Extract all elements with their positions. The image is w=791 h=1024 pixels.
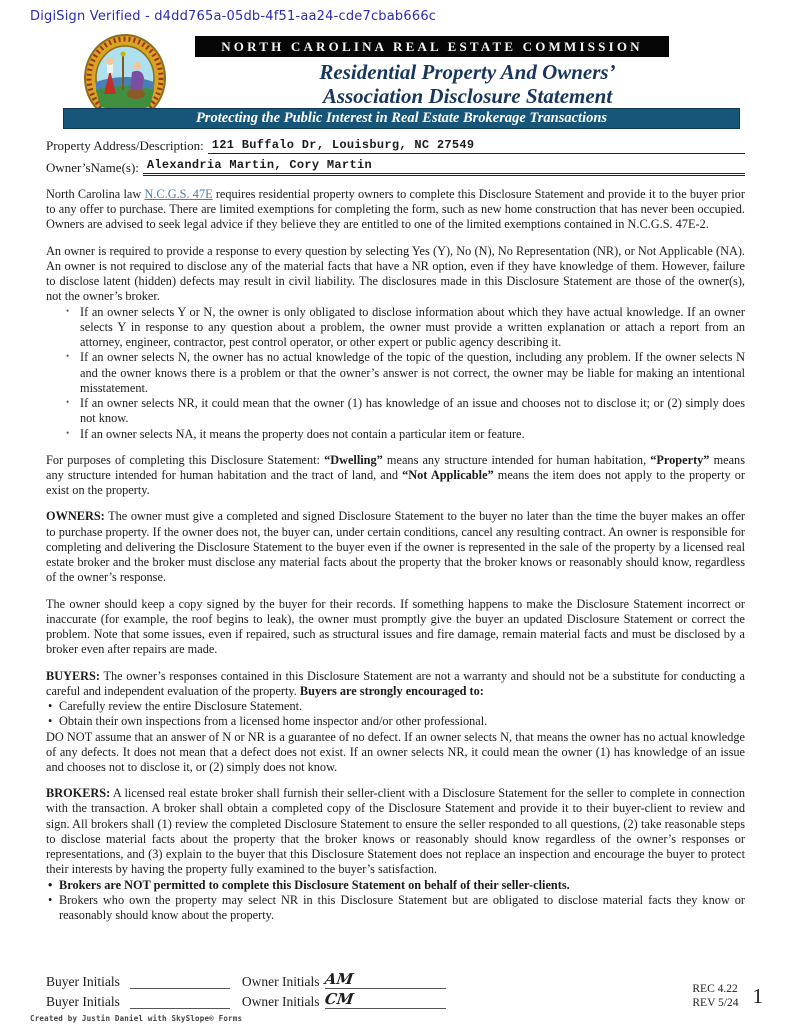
owners-name-field[interactable] <box>143 156 745 176</box>
document-body <box>46 136 745 923</box>
dwelling-term: “Dwelling” <box>324 452 383 467</box>
property-term: “Property” <box>650 452 710 467</box>
ncgs-47e-link[interactable]: N.C.G.S. 47E <box>144 187 213 201</box>
buyers-bullet-review: • Carefully review the entire Disclosure Statement. <box>46 699 745 714</box>
rev-date: REV 5/24 <box>692 997 739 1009</box>
digisign-verified-text: DigiSign Verified - d4dd765a-05db-4f51-aa24-cde7cbab666c <box>30 9 437 24</box>
buyers-section-paragraph <box>46 669 745 699</box>
definitions-seg4: means the item does not apply to the property or exist on the property. <box>46 467 746 498</box>
creator-attribution: Created by Justin Daniel with SkySlope® Forms <box>30 1014 243 1023</box>
definitions-seg2: means any structure intended for human habitation, <box>382 452 651 467</box>
property-address-value: 121 Buffalo Dr, Louisburg, NC 27549 <box>211 138 475 152</box>
owners-name-value: Alexandria Martin, Cory Martin <box>146 158 372 172</box>
brokers-section-paragraph <box>46 786 745 877</box>
law-paragraph-pre: North Carolina law <box>46 187 145 201</box>
not-applicable-term: “Not Applicable” <box>402 467 494 482</box>
buyers-encouraged-bold: Buyers are strongly encouraged to: <box>299 683 484 698</box>
header-titles <box>195 36 740 108</box>
tagline-banner: Protecting the Public Interest in Real Estate Brokerage Transactions <box>63 108 740 129</box>
commission-name-banner: NORTH CAROLINA REAL ESTATE COMMISSION <box>195 36 669 57</box>
list-item-select-na: • If an owner selects NA, it means the property does not contain a particular item or feature. <box>66 427 745 442</box>
definitions-seg3: means any structure intended for human habitation and the tract of land, and <box>46 452 745 482</box>
list-item-select-n: • If an owner selects N, the owner has no actual knowledge of the topic of the question, including any problem. If the owner selects N and the owner knows there is a problem or that the owner’s answer is not correct, the owner may be liable for making an intentional misstatement. <box>66 350 745 396</box>
rec-number: REC 4.22 <box>692 983 738 995</box>
response-requirement-paragraph: An owner is required to provide a response to every question by selecting Yes (Y), No (N), No Representation (NR), or Not Applicable (NA). An owner is not required to disclose any of the material facts that have a NR option, even if they have knowledge of them. However, failure to disclose latent (hidden) defects may result in civil liability. The disclosures made in this Disclosure Statement are those of the owner(s), not the owner’s broker. <box>46 243 745 304</box>
document-title-line1: Residential Property And Owners’ <box>319 60 616 84</box>
response-options-list <box>66 305 745 442</box>
property-address-row <box>46 136 745 154</box>
property-address-field[interactable] <box>208 136 745 154</box>
rec-rev-labels <box>692 982 738 1010</box>
owners-section-paragraph <box>46 509 745 585</box>
buyer-initials-label-1: Buyer Initials <box>46 974 120 989</box>
buyers-section-text: The owner’s responses contained in this Disclosure Statement are not a warranty and should not be a substitute for conducting a careful and independent evaluation of the property. <box>46 668 745 698</box>
document-title-line2: Association Disclosure Statement <box>322 84 613 108</box>
owner-initials-field-1[interactable] <box>325 972 446 989</box>
owner-initials-signature-2: CM <box>324 990 356 1008</box>
owners-name-row <box>46 156 745 176</box>
brokers-bullet-not-permitted: • Brokers are NOT permitted to complete this Disclosure Statement on behalf of their seller-clients. <box>46 878 745 893</box>
document-header <box>0 34 791 130</box>
buyers-section-label: BUYERS: <box>46 668 100 683</box>
initials-block <box>46 970 446 1010</box>
brokers-bullet-own-property: • Brokers who own the property may select NR in this Disclosure Statement but are obligated to disclose material facts they know or reasonably should know about the property. <box>46 893 745 923</box>
page-number: 1 <box>752 983 763 1008</box>
owner-initials-label-2: Owner Initials <box>241 994 320 1009</box>
owner-initials-label-1: Owner Initials <box>241 974 320 989</box>
initials-row-1 <box>46 970 446 990</box>
list-item-select-nr: • If an owner selects NR, it could mean that the owner (1) has knowledge of an issue and chooses not to disclose it; or (2) simply does not know. <box>66 396 745 426</box>
initials-row-2 <box>46 990 446 1010</box>
law-paragraph-post: requires residential property owners to complete this Disclosure Statement and provide it to the buyer prior to any offer to purchase. There are limited exemptions for completing the form, such as new home construction that has never been occupied. Owners are advised to seek legal advice if they believe they are entitled to one of the limited exemptions contained in N.C.G.S. 47E-2. <box>46 187 746 232</box>
buyer-initials-field-2[interactable] <box>130 1008 230 1009</box>
definitions-paragraph <box>46 453 745 499</box>
definitions-seg1: For purposes of completing this Disclosure Statement: <box>46 452 325 467</box>
buyers-bullet-inspections: • Obtain their own inspections from a licensed home inspector and/or other professional. <box>46 714 745 729</box>
owners-section-text: The owner must give a completed and signed Disclosure Statement to the buyer no later than the time the buyer makes an offer to purchase property. If the owner does not, the buyer can, under certain conditions, cancel any resulting contract. An owner is responsible for completing and delivering the Disclosure Statement to the buyer even if the owner is represented in the sale of the property by a licensed real estate broker and the broker must disclose any material facts about the property that the broker knows or reasonably should know, regardless of the owner’s response. <box>46 509 745 585</box>
property-address-label: Property Address/Description: <box>46 138 204 153</box>
owner-initials-signature-1: AM <box>324 970 355 988</box>
owner-initials-field-2[interactable] <box>325 992 446 1009</box>
form-revision-block <box>692 982 763 1010</box>
owner-copy-paragraph: The owner should keep a copy signed by the buyer for their records. If something happens to make the Disclosure Statement incorrect or inaccurate (for example, the roof begins to leak), the owner must promptly give the buyer an updated Disclosure Statement or correct the problem. Note that some issues, even if repaired, such as structural issues and fire damage, remain material facts and must be disclosed by a broker even after repairs are made. <box>46 596 745 657</box>
law-paragraph <box>46 187 745 233</box>
brokers-section-label: BROKERS: <box>46 786 111 801</box>
owners-section-label: OWNERS: <box>46 509 105 524</box>
owners-name-label: Owner’sName(s): <box>46 160 139 175</box>
buyer-initials-field-1[interactable] <box>130 988 230 989</box>
list-item-select-y-n: • If an owner selects Y or N, the owner is only obligated to disclose information about which they have actual knowledge. If an owner selects Y in response to any question about a problem, the owner must provide a written explanation or attach a report from an attorney, engineer, contractor, pest control operator, or other expert or public agency describing it. <box>66 305 745 351</box>
buyer-initials-label-2: Buyer Initials <box>46 994 120 1009</box>
brokers-section-text: A licensed real estate broker shall furnish their seller-client with a Disclosure Statement for the seller to complete in connection with the transaction. A broker shall obtain a completed copy of the Disclosure Statement and provide it to their buyer-client to review and sign. All brokers shall (1) review the completed Disclosure Statement to ensure the seller responded to all questions, (2) take reasonable steps to disclose material facts about the property that the broker knows or reasonably should know regardless of the owner’s responses or representations, and (3) explain to the buyer that this Disclosure Statement does not replace an inspection and encourage the buyer to protect their interests by having the property fully examined to the buyer’s satisfaction. <box>46 786 745 877</box>
do-not-assume-paragraph: DO NOT assume that an answer of N or NR is a guarantee of no defect. If an owner selects N, that means the owner has no actual knowledge of any defects. It does not mean that a defect does not exist. If an owner selects NR, it could mean the owner (1) has knowledge of an issue and chooses not to disclose it, or (2) simply does not know. <box>46 729 745 774</box>
